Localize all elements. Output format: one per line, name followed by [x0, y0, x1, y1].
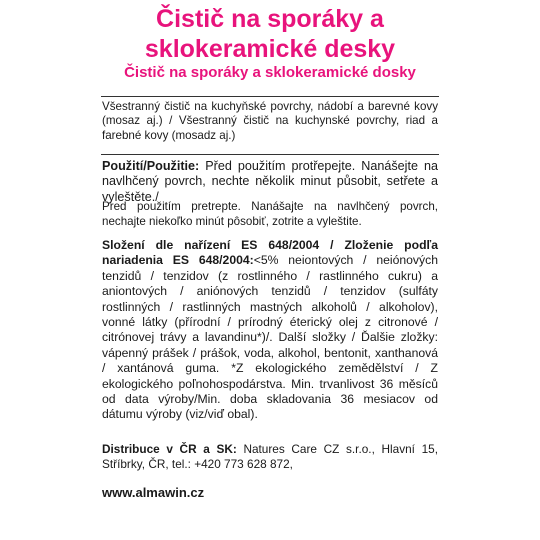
- product-title: Čistič na sporáky a sklokeramické desky: [144, 5, 396, 63]
- divider-middle: [101, 154, 439, 155]
- divider-top: [101, 96, 439, 97]
- distribution: [102, 442, 438, 472]
- website-link[interactable]: www.almawin.cz: [102, 485, 205, 500]
- distribution-label: Distribuce v ČR a SK:: [102, 442, 237, 456]
- usage-label: Použití/Použitie:: [102, 159, 200, 173]
- composition-label: Složení dle nařízení ES 648/2004 / Zloženie podľa nariadenia ES 648/2004:: [102, 238, 438, 268]
- product-label: [100, 0, 440, 540]
- product-description: Všestranný čistič na kuchyňské povrchy, nádobí a barevné kovy (mosaz aj.) / Všestranný čistič na kuchynské povrchy, riad a farebné kovy (mosadz aj.): [102, 100, 438, 142]
- usage-sk-text: Pred použitím pretrepte. Nanášajte na navlhčený povrch, nechajte niekoľko minút pôsobiť, zotrite a vyleštite.: [102, 200, 438, 228]
- usage-cz-text: Před použitím protřepejte. Nanášejte na navlhčený povrch, nechte několik minut působit, setřete a vyleštěte./: [102, 159, 438, 204]
- composition-text: <5% neiontových / neiónových tenzidů / tenzidov (z rostlinného / rastlinného cukru) a aniontových / aniónových tenzidů / tenzidov (sulfáty rostlinných / rastlinných mastných alkoholů / alkoholov), vonné látky (přírodní / prírodný éterický olej z citronové / citrónovej trávy a lavandinu*)/. Další složky / Ďalšie zložky: vápenný prášek / prášok, voda, alkohol, bentonit, xanthanová / xantánová guma. *Z ekologického zemědělství / Z ekologického poľnohospodárstva. Min. trvanlivost 36 měsíců od data výroby/Min. doba skladovania 36 mesiacov od dátumu výroby (viz/viď obal).: [102, 253, 438, 422]
- product-subtitle: Čistič na sporáky a sklokeramické dosky: [124, 64, 416, 81]
- composition: [102, 238, 438, 423]
- usage-cz: [102, 159, 438, 205]
- distribution-text: Natures Care CZ s.r.o., Hlavní 15, Stříbrky, ČR, tel.: +420 773 628 872,: [102, 442, 438, 472]
